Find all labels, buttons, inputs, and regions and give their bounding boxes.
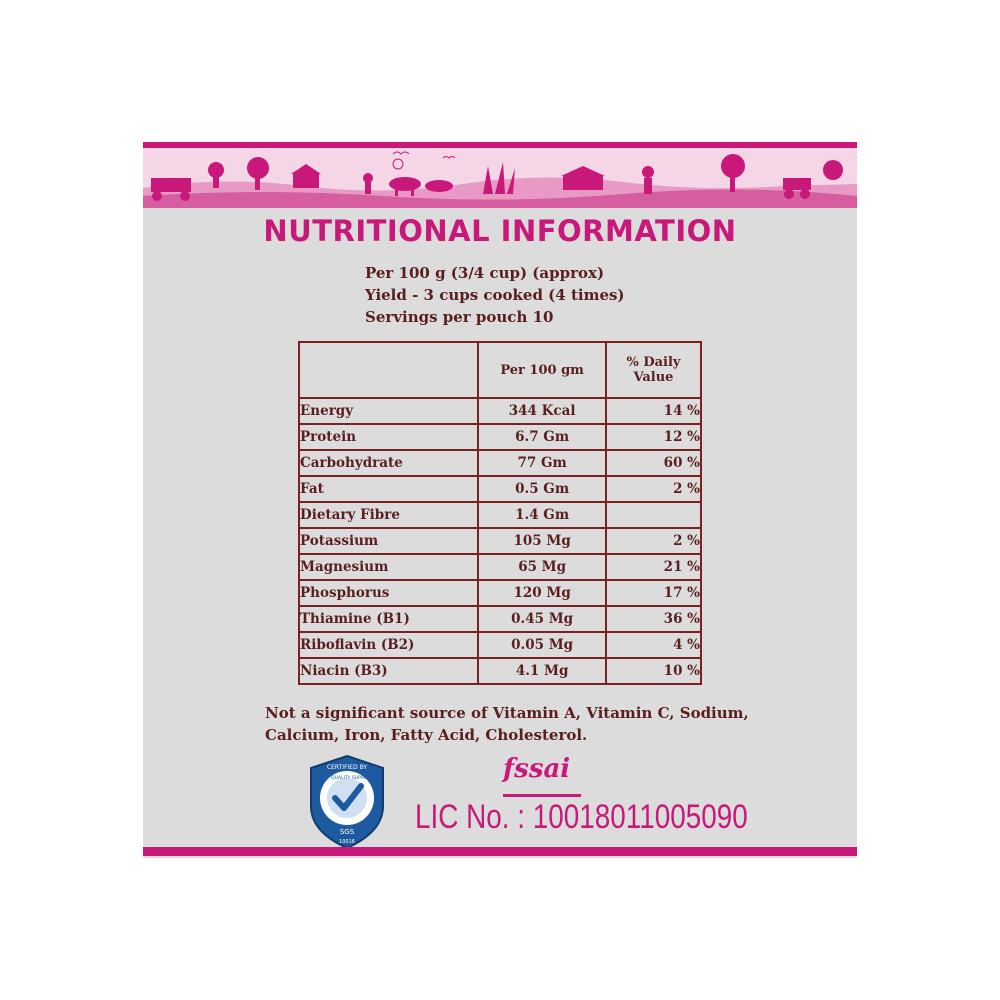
nutrient-name: Riboflavin (B2)	[299, 632, 478, 658]
per-100gm-value: 0.5 Gm	[478, 476, 606, 502]
nutrient-name: Phosphorus	[299, 580, 478, 606]
per-100gm-value: 6.7 Gm	[478, 424, 606, 450]
per-100gm-value: 0.05 Mg	[478, 632, 606, 658]
fssai-logo: fssai	[503, 754, 571, 784]
nutrient-name: Magnesium	[299, 554, 478, 580]
disclaimer-line-1: Not a significant source of Vitamin A, Vitamin C, Sodium,	[265, 704, 749, 722]
fssai-underline	[503, 794, 581, 797]
badge-code-text: 10016	[339, 839, 355, 845]
servings-per-pouch: Servings per pouch 10	[365, 308, 554, 326]
daily-value: 2 %	[606, 476, 701, 502]
farm-scene-banner	[143, 148, 857, 208]
daily-value: 4 %	[606, 632, 701, 658]
daily-value: 10 %	[606, 658, 701, 684]
serving-info	[365, 262, 625, 328]
table-row	[299, 502, 701, 528]
nutrient-name: Potassium	[299, 528, 478, 554]
daily-value: 36 %	[606, 606, 701, 632]
table-row	[299, 450, 701, 476]
disclaimer-line-2: Calcium, Iron, Fatty Acid, Cholesterol.	[265, 726, 588, 744]
per-100gm-value: 77 Gm	[478, 450, 606, 476]
nutrition-panel	[143, 142, 857, 858]
sqf-certification-badge	[307, 754, 387, 850]
nutrient-name: Protein	[299, 424, 478, 450]
table-row	[299, 606, 701, 632]
badge-mark-text: SGS	[339, 828, 355, 836]
nutrient-name: Carbohydrate	[299, 450, 478, 476]
nutrition-table	[298, 341, 702, 685]
daily-value: 60 %	[606, 450, 701, 476]
per-100gm-value: 344 Kcal	[478, 398, 606, 424]
vitamin-disclaimer	[265, 702, 765, 746]
license-number: LIC No. : 10018011005090	[415, 798, 748, 836]
per-100gm-value: 105 Mg	[478, 528, 606, 554]
daily-value: 21 %	[606, 554, 701, 580]
bottom-pink-rule	[143, 847, 857, 856]
badge-ring-text: SQF QUALITY SUPPLIER	[320, 776, 374, 781]
per-100gm-value: 4.1 Mg	[478, 658, 606, 684]
header-daily-value: % Daily Value	[606, 342, 701, 398]
per-100gm-value: 65 Mg	[478, 554, 606, 580]
table-row	[299, 398, 701, 424]
table-row	[299, 658, 701, 684]
header-per-100gm: Per 100 gm	[478, 342, 606, 398]
nutrient-name: Energy	[299, 398, 478, 424]
badge-top-text: CERTIFIED BY	[326, 764, 368, 771]
table-row	[299, 580, 701, 606]
table-row	[299, 632, 701, 658]
daily-value: 17 %	[606, 580, 701, 606]
header-blank	[299, 342, 478, 398]
table-row	[299, 424, 701, 450]
daily-value: 14 %	[606, 398, 701, 424]
table-row	[299, 476, 701, 502]
daily-value: 2 %	[606, 528, 701, 554]
nutrient-name: Thiamine (B1)	[299, 606, 478, 632]
page-title: NUTRITIONAL INFORMATION	[263, 214, 737, 248]
serving-size: Per 100 g (3/4 cup) (approx)	[365, 264, 605, 282]
nutrient-name: Dietary Fibre	[299, 502, 478, 528]
daily-value	[606, 502, 701, 528]
table-header-row	[299, 342, 701, 398]
per-100gm-value: 120 Mg	[478, 580, 606, 606]
nutrient-name: Fat	[299, 476, 478, 502]
nutrient-name: Niacin (B3)	[299, 658, 478, 684]
table-row	[299, 528, 701, 554]
daily-value: 12 %	[606, 424, 701, 450]
yield-text: Yield - 3 cups cooked (4 times)	[365, 286, 625, 304]
per-100gm-value: 0.45 Mg	[478, 606, 606, 632]
per-100gm-value: 1.4 Gm	[478, 502, 606, 528]
table-row	[299, 554, 701, 580]
